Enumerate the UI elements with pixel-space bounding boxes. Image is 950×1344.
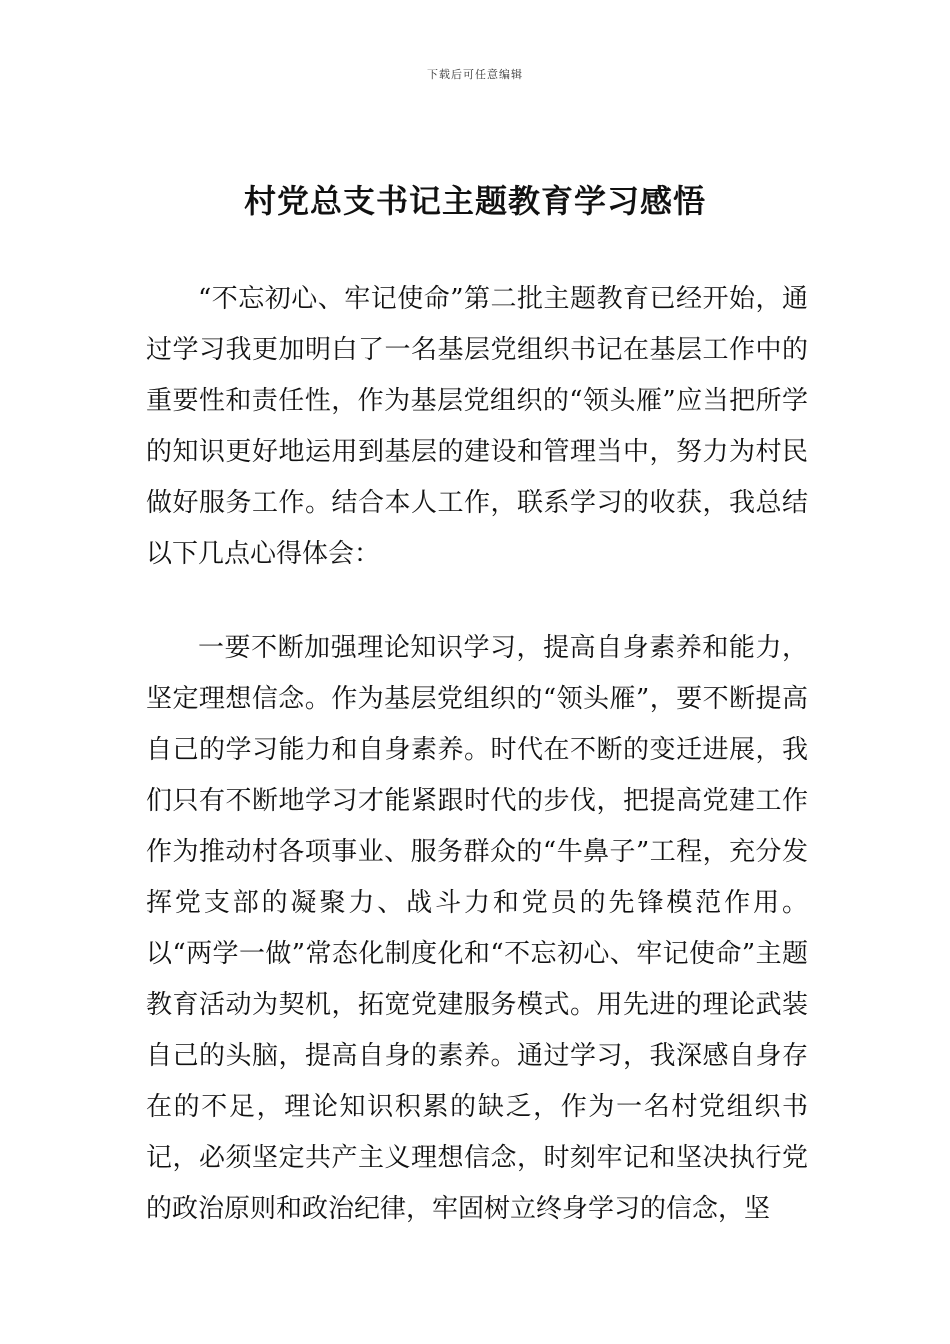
document-title: 村党总支书记主题教育学习感悟 <box>243 182 706 220</box>
body-paragraph: “不忘初心、牢记使命”第二批主题教育已经开始，通过学习我更加明白了一名基层党组织书记在基层工作中的重要性和责任性，作为基层党组织的“领头雁”应当把所学的知识更好地运用到基层的建设和管理当中，努力为村民做好服务工作。结合本人工作，联系学习的收获，我总结以下几点心得体会： <box>146 284 808 569</box>
body-paragraph: 一要不断加强理论知识学习，提高自身素养和能力，坚定理想信念。作为基层党组织的“领头雁”，要不断提高自己的学习能力和自身素养。时代在不断的变迁进展，我们只有不断地学习才能紧跟时代的步伐，把提高党建工作作为推动村各项事业、服务群众的“牛鼻子”工程，充分发挥党支部的凝聚力、战斗力和党员的先锋模范作用。以“两学一做”常态化制度化和“不忘初心、牢记使命”主题教育活动为契机，拓宽党建服务模式。用先进的理论武装自己的头脑，提高自身的素养。通过学习，我深感自身存在的不足，理论知识积累的缺乏，作为一名村党组织书记，必须坚定共产主义理想信念，时刻牢记和坚决执行党的政治原则和政治纪律，牢固树立终身学习的信念，坚 <box>146 633 808 1224</box>
header-note: 下载后可任意编辑 <box>427 68 523 81</box>
